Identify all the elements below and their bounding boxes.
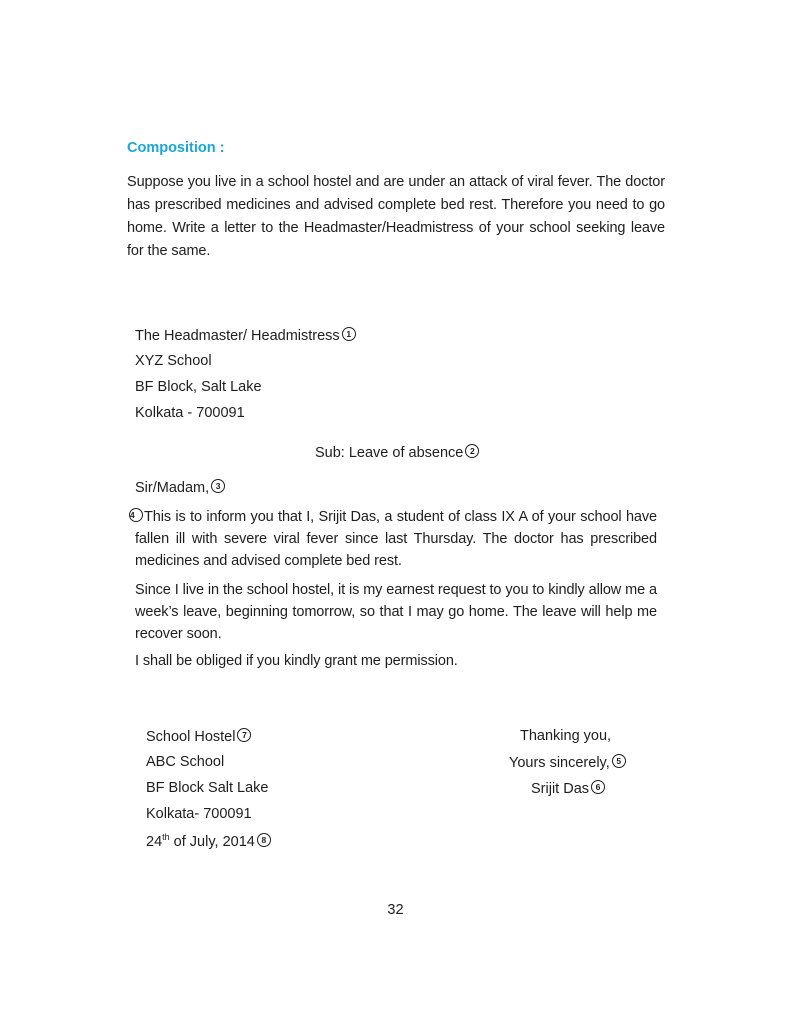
closing-line-2 xyxy=(509,754,626,771)
body-paragraph-3: I shall be obliged if you kindly grant me permission. xyxy=(135,653,458,669)
date-rest: of July, 2014 xyxy=(169,833,255,850)
sender-hostel: School Hostel xyxy=(146,729,236,745)
body-paragraph-2: Since I live in the school hostel, it is my earnest request to you to kindly allow me a week’s leave, beginning tomorrow, so that I may go home. The leave will help me recover soon. xyxy=(135,582,657,642)
page-number: 32 xyxy=(387,902,404,918)
sender-line-1 xyxy=(146,728,251,745)
marker-6-icon: 6 xyxy=(591,780,605,794)
marker-5-icon: 5 xyxy=(612,754,626,768)
composition-heading: Composition : xyxy=(127,140,225,156)
recipient-line-3: BF Block, Salt Lake xyxy=(135,379,262,395)
sender-line-4: Kolkata- 700091 xyxy=(146,806,252,822)
subject-text: Sub: Leave of absence xyxy=(315,445,464,461)
marker-3-icon: 3 xyxy=(211,479,225,493)
sender-date xyxy=(146,832,271,850)
closing-line-3 xyxy=(531,780,605,797)
body-paragraph-1-text: This is to inform you that I, Srijit Das, a student of class IX A of your school have fallen ill with severe viral fever since last Thursday. The doctor has prescribed medicines and advised complete bed rest. xyxy=(135,509,657,569)
salutation-text: Sir/Madam, xyxy=(135,480,210,496)
subject-line xyxy=(315,444,479,461)
recipient-line-4: Kolkata - 700091 xyxy=(135,405,245,421)
date-day: 24 xyxy=(146,833,163,850)
recipient-title: The Headmaster/ Headmistress xyxy=(135,328,340,344)
marker-8-icon: 8 xyxy=(257,833,271,847)
closing-line-1: Thanking you, xyxy=(520,728,612,744)
closing-sincerely: Yours sincerely, xyxy=(509,755,610,771)
marker-4-icon: 4 xyxy=(129,508,143,522)
sender-line-3: BF Block Salt Lake xyxy=(146,780,269,796)
sender-line-2: ABC School xyxy=(146,754,225,770)
body-paragraph-1 xyxy=(130,506,657,572)
composition-prompt: Suppose you live in a school hostel and are under an attack of viral fever. The doctor has prescribed medicines and advised complete bed rest. Therefore you need to go home. Write a letter to the Headmaster/Headmistress of your school seeking leave for the same. xyxy=(127,174,665,259)
recipient-line-2: XYZ School xyxy=(135,353,212,369)
signature-name: Srijit Das xyxy=(531,781,590,797)
marker-1-icon: 1 xyxy=(342,327,356,341)
marker-7-icon: 7 xyxy=(237,728,251,742)
recipient-line-1 xyxy=(135,327,356,344)
date-suffix: th xyxy=(162,832,170,842)
marker-2-icon: 2 xyxy=(465,444,479,458)
salutation-line xyxy=(135,479,225,496)
